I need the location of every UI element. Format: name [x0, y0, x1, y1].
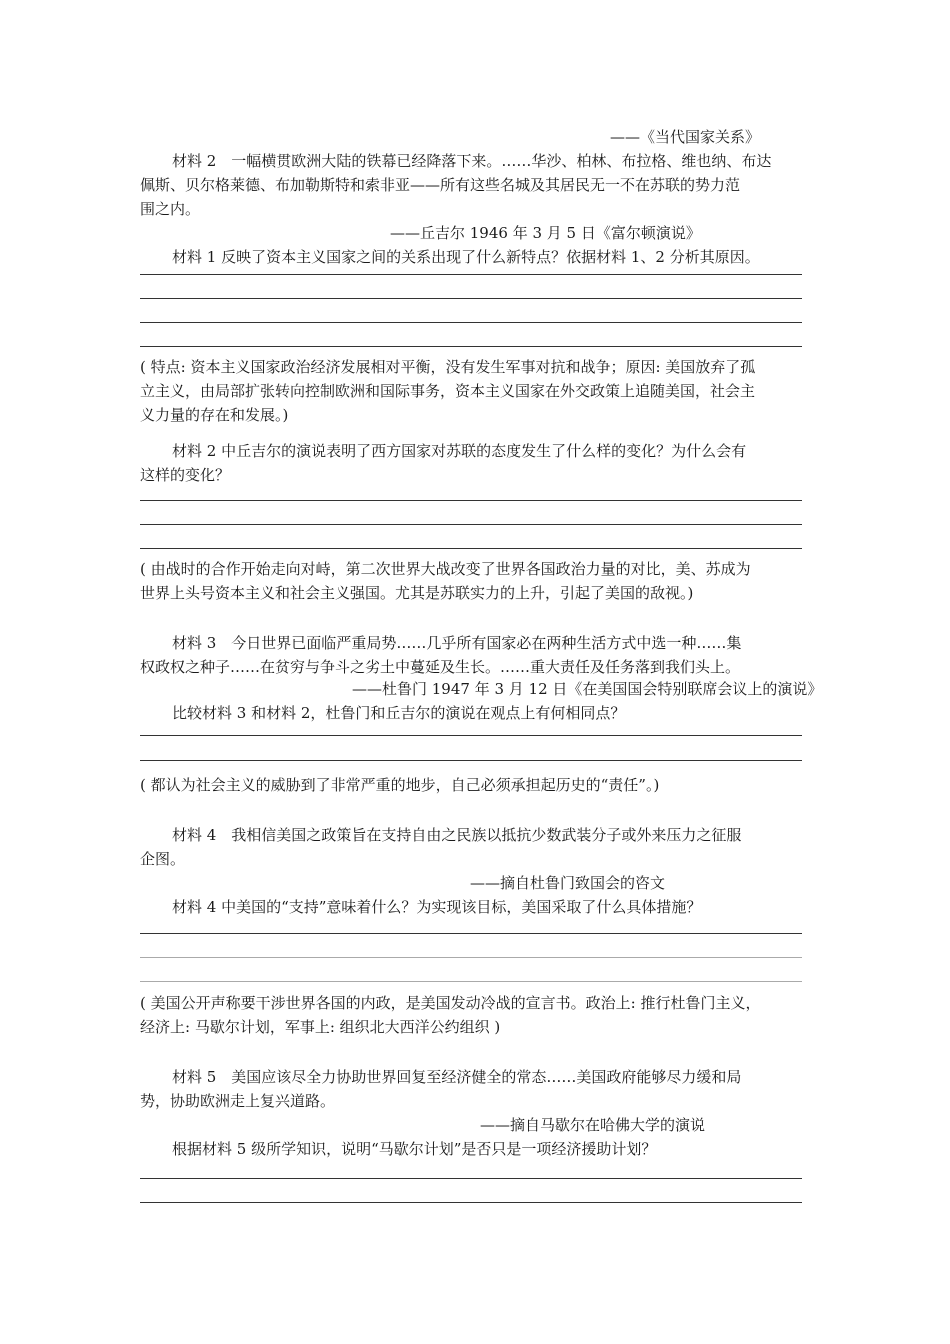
- material-5-line-1: 材料 5 美国应该尽全力协助世界回复至经济健全的常态……美国政府能够尽力缓和局: [172, 1068, 742, 1086]
- question-4: 材料 4 中美国的“支持”意味着什么？为实现该目标，美国采取了什么具体措施？: [172, 898, 702, 916]
- answer-line: [140, 957, 802, 958]
- answer-1-line-2: 立主义，由局部扩张转向控制欧洲和国际事务，资本主义国家在外交政策上追随美国，社会主: [140, 382, 756, 400]
- question-3: 比较材料 3 和材料 2，杜鲁门和丘吉尔的演说在观点上有何相同点？: [172, 704, 626, 722]
- answer-line: [140, 933, 802, 934]
- answer-4-line-1: ( 美国公开声称要干涉世界各国的内政，是美国发动冷战的宣言书。政治上: 推行杜鲁门主义，: [140, 994, 761, 1012]
- answer-line: [140, 981, 802, 982]
- material-2-line-3: 围之内。: [140, 200, 201, 218]
- answer-1-line-3: 义力量的存在和发展。): [140, 406, 289, 424]
- answer-1-line-1: ( 特点: 资本主义国家政治经济发展相对平衡，没有发生军事对抗和战争；原因: 美国放弃了孤: [140, 358, 756, 376]
- answer-line: [140, 322, 802, 323]
- answer-line: [140, 298, 802, 299]
- answer-line: [140, 1202, 802, 1203]
- answer-line: [140, 524, 802, 525]
- material-4-line-2: 企图。: [140, 850, 186, 868]
- answer-line: [140, 735, 802, 736]
- question-1: 材料 1 反映了资本主义国家之间的关系出现了什么新特点？依据材料 1、2 分析其原因。: [172, 248, 760, 266]
- answer-2-line-2: 世界上头号资本主义和社会主义强国。尤其是苏联实力的上升，引起了美国的敌视。): [140, 584, 694, 602]
- material-4-line-1: 材料 4 我相信美国之政策旨在支持自由之民族以抵抗少数武装分子或外来压力之征服: [172, 826, 742, 844]
- material-5-line-2: 势，协助欧洲走上复兴道路。: [140, 1092, 336, 1110]
- answer-line: [140, 1178, 802, 1179]
- material-2-line-2: 佩斯、贝尔格莱德、布加勒斯特和索非亚——所有这些名城及其居民无一不在苏联的势力范: [140, 176, 741, 194]
- answer-line: [140, 274, 802, 275]
- answer-2-line-1: ( 由战时的合作开始走向对峙，第二次世界大战改变了世界各国政治力量的对比，美、苏成为: [140, 560, 751, 578]
- material-1-source: ——《当代国家关系》: [610, 128, 761, 146]
- answer-line: [140, 548, 802, 549]
- answer-line: [140, 500, 802, 501]
- question-2-line-1: 材料 2 中丘吉尔的演说表明了西方国家对苏联的态度发生了什么样的变化？为什么会有: [172, 442, 747, 460]
- answer-3-line-1: ( 都认为社会主义的威胁到了非常严重的地步，自己必须承担起历史的“责任”。): [140, 776, 660, 794]
- answer-4-line-2: 经济上: 马歇尔计划，军事上: 组织北大西洋公约组织 ): [140, 1018, 501, 1036]
- material-4-source: ——摘自杜鲁门致国会的咨文: [470, 874, 666, 892]
- material-2-line-1: 材料 2 一幅横贯欧洲大陆的铁幕已经降落下来。……华沙、柏林、布拉格、维也纳、布达: [172, 152, 772, 170]
- material-3-line-2: 权政权之种子……在贫穷与争斗之劣土中蔓延及生长。……重大责任及任务落到我们头上。: [140, 658, 741, 676]
- answer-line: [140, 346, 802, 347]
- question-2-line-2: 这样的变化？: [140, 466, 231, 484]
- answer-line: [140, 760, 802, 761]
- question-5: 根据材料 5 级所学知识，说明“马歇尔计划”是否只是一项经济援助计划？: [172, 1140, 657, 1158]
- material-5-source: ——摘自马歇尔在哈佛大学的演说: [480, 1116, 706, 1134]
- material-2-source: ——丘吉尔 1946 年 3 月 5 日《富尔顿演说》: [390, 224, 701, 242]
- material-3-line-1: 材料 3 今日世界已面临严重局势……几乎所有国家必在两种生活方式中选一种……集: [172, 634, 742, 652]
- material-3-source: ——杜鲁门 1947 年 3 月 12 日《在美国国会特别联席会议上的演说》: [352, 680, 823, 698]
